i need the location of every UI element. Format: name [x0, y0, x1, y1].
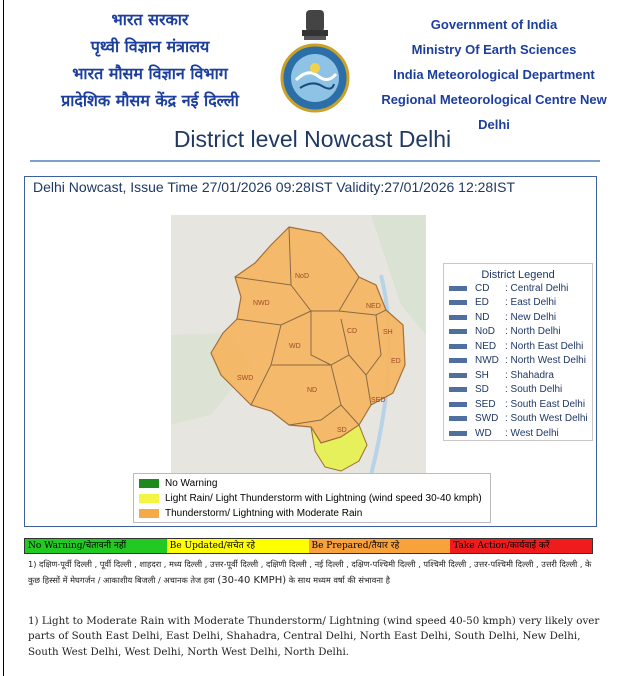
- legend-item: [444, 339, 592, 354]
- header: [0, 0, 625, 132]
- legend-code: SD: [475, 384, 489, 396]
- hindi-header: [30, 6, 270, 114]
- legend-swatch: [449, 315, 467, 320]
- district-label: NWD: [253, 300, 270, 307]
- scale-be-prepared: Be Prepared/तैयार रहे: [309, 539, 451, 553]
- warning-label: Light Rain/ Light Thunderstorm with Lightning (wind speed 30-40 kmph): [165, 493, 482, 504]
- legend-title: District Legend: [481, 269, 555, 281]
- legend-swatch: [449, 373, 467, 378]
- nowcast-panel: [24, 176, 597, 527]
- warning-label: Thunderstorm/ Lightning with Moderate Rain: [165, 508, 363, 519]
- delhi-district-map: [171, 215, 426, 483]
- english-line: India Meteorological Department: [393, 67, 595, 82]
- district-label: ED: [391, 358, 401, 365]
- legend-name: : South West Delhi: [505, 413, 588, 425]
- district-label: SWD: [237, 375, 254, 382]
- warning-label: No Warning: [165, 478, 218, 489]
- legend-swatch: [449, 344, 467, 349]
- scale-be-updated: Be Updated/सचेत रहे: [167, 539, 309, 553]
- legend-item: [444, 412, 592, 427]
- warning-swatch: [139, 494, 159, 503]
- legend-item: [444, 397, 592, 412]
- legend-swatch: [449, 300, 467, 305]
- hindi-line: भारत मौसम विज्ञान विभाग: [72, 64, 228, 83]
- legend-code: SWD: [475, 413, 499, 425]
- district-legend: [443, 263, 593, 441]
- legend-swatch: [449, 387, 467, 392]
- legend-code: NED: [475, 340, 497, 352]
- page-title: District level Nowcast Delhi: [173, 126, 452, 152]
- legend-name: : Shahadra: [505, 369, 554, 381]
- legend-code: ED: [475, 297, 489, 309]
- legend-name: : North West Delhi: [505, 355, 586, 367]
- legend-item: [444, 368, 592, 383]
- district-label: NoD: [295, 273, 310, 280]
- warning-item: [134, 476, 490, 491]
- district-label: CD: [347, 328, 358, 335]
- english-header: [365, 12, 623, 132]
- legend-code: SH: [475, 369, 489, 381]
- district-label: SD: [337, 427, 347, 434]
- warning-legend: [133, 473, 491, 523]
- legend-swatch: [449, 286, 467, 291]
- title-divider: [30, 160, 600, 162]
- legend-name: : East Delhi: [505, 297, 557, 309]
- legend-name: : South Delhi: [505, 384, 563, 396]
- english-forecast: 1) Light to Moderate Rain with Moderate Thunderstorm/ Lightning (wind speed 40-50 kmph) very likely over parts of South East Delhi, East Delhi, Shahadra, Central Delhi, North East Delhi, South Delhi, New Delhi, South West Delhi, West Delhi, North West Delhi, North Delhi.: [28, 615, 600, 658]
- warning-scale: [24, 538, 593, 554]
- district-label: WD: [289, 343, 301, 350]
- legend-swatch: [449, 431, 467, 436]
- district-label: SH: [383, 329, 393, 336]
- english-line: Ministry Of Earth Sciences: [411, 42, 577, 57]
- legend-name: : North East Delhi: [505, 340, 584, 352]
- warning-swatch: [139, 509, 159, 518]
- legend-code: SED: [475, 398, 496, 410]
- legend-name: : West Delhi: [505, 427, 559, 439]
- hindi-line: पृथ्वी विज्ञान मंत्रालय: [90, 37, 210, 56]
- hindi-forecast: [28, 556, 603, 589]
- legend-code: ND: [475, 311, 490, 323]
- legend-swatch: [449, 402, 467, 407]
- issue-time-line: Delhi Nowcast, Issue Time 27/01/2026 09:28IST Validity:27/01/2026 12:28IST: [33, 179, 515, 195]
- legend-swatch: [449, 329, 467, 334]
- legend-name: : New Delhi: [505, 311, 557, 323]
- district-label: SED: [371, 397, 386, 404]
- legend-item: [444, 354, 592, 369]
- legend-item: [444, 383, 592, 398]
- hindi-forecast-text: 1) दक्षिण-पूर्वी दिल्ली , पूर्वी दिल्ली , शाहदरा , मध्य दिल्ली , उत्तर-पूर्वी दिल्ली , दक्षिणी दिल्ली , नई दिल्ली , दक्षिण-पश्चिमी दिल्ली , पश्चिमी दिल्ली , उत्तर-पश्चिमी दिल्ली , उत्तरी दिल्ली , के कुछ हिस्सों में मेघगर्जन / आकाशीय बिजली / अचानक तेज हवा: [28, 559, 592, 585]
- warning-item: [134, 506, 490, 521]
- hindi-line: भारत सरकार: [111, 10, 189, 29]
- scale-no-warning: No Warning/चेतावनी नहीं: [25, 539, 167, 553]
- legend-swatch: [449, 358, 467, 363]
- district-label: ND: [307, 387, 318, 394]
- legend-code: CD: [475, 282, 490, 294]
- legend-item: [444, 296, 592, 311]
- english-line: Regional Meteorological Centre New Delhi: [381, 92, 607, 132]
- legend-item: [444, 325, 592, 340]
- imd-emblem-icon: [278, 8, 352, 114]
- legend-item: [444, 281, 592, 296]
- hindi-line: प्रादेशिक मौसम केंद्र नई दिल्ली: [61, 91, 239, 110]
- english-line: Government of India: [430, 17, 558, 32]
- legend-name: : North Delhi: [505, 326, 561, 338]
- legend-swatch: [449, 416, 467, 421]
- legend-code: NoD: [475, 326, 496, 338]
- hindi-forecast-text-end: के साथ मध्यम वर्षा की संभावना है: [286, 575, 390, 585]
- hindi-forecast-speed: (30-40 KMPH): [217, 575, 287, 586]
- warning-swatch: [139, 479, 159, 488]
- legend-code: WD: [475, 427, 492, 439]
- map-graphic: [171, 215, 426, 483]
- legend-name: : Central Delhi: [505, 282, 569, 294]
- legend-code: NWD: [475, 355, 499, 367]
- scale-take-action: Take Action/कार्यवाई करें: [450, 539, 592, 553]
- legend-item: [444, 310, 592, 325]
- legend-name: : South East Delhi: [505, 398, 586, 410]
- district-label: NED: [366, 303, 381, 310]
- legend-item: [444, 426, 592, 441]
- warning-item: [134, 491, 490, 506]
